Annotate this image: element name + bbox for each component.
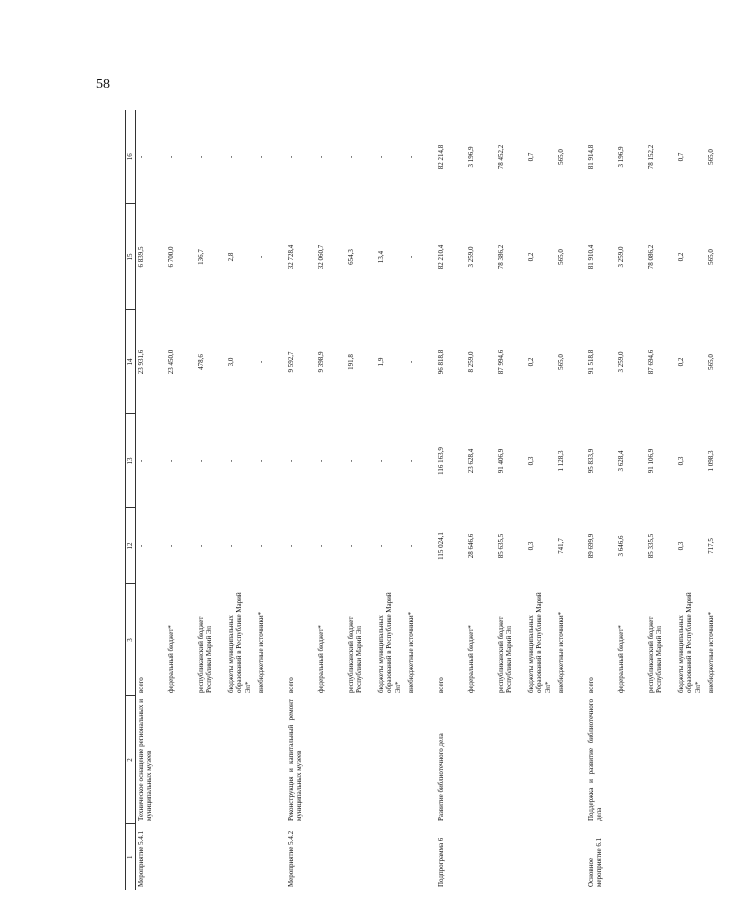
value-v16: -	[137, 155, 145, 159]
table-row	[586, 110, 616, 890]
header-row	[126, 110, 136, 890]
value-v13: 91 406,9	[497, 448, 505, 474]
value-v13: -	[197, 459, 205, 463]
value-v12: -	[137, 544, 145, 548]
value-v12: -	[317, 544, 325, 548]
value-v15: 6 700,0	[167, 246, 175, 268]
value-v16: 78 452,2	[497, 144, 505, 170]
value-v12: -	[197, 544, 205, 548]
funding-source: бюджеты муниципальных образований в Республике Марий Эл*	[377, 592, 402, 693]
value-v13: -	[407, 459, 415, 463]
program-code: Основное мероприятие 6.1	[587, 837, 604, 887]
value-v13: 0,3	[527, 456, 535, 466]
value-v15: 3 259,0	[617, 246, 625, 268]
table-body	[136, 110, 736, 890]
value-v13: -	[317, 459, 325, 463]
funding-source: федеральный бюджет*	[467, 625, 475, 693]
value-v14: 87 994,6	[497, 349, 505, 375]
value-v12: 85 335,5	[647, 533, 655, 559]
value-v14: 91 518,8	[587, 349, 595, 375]
value-v12: 115 024,1	[437, 532, 445, 560]
value-v12: 0,3	[677, 541, 685, 551]
value-v16: -	[167, 155, 175, 159]
value-v12: -	[227, 544, 235, 548]
col-header-14: 14	[126, 310, 136, 414]
funding-source: внебюджетные источники*	[707, 611, 715, 693]
value-v13: 23 628,4	[467, 448, 475, 474]
funding-source: внебюджетные источники*	[257, 611, 265, 693]
value-v16: 82 214,8	[437, 144, 445, 170]
value-v14: 9 592,7	[287, 351, 295, 373]
table-row	[436, 110, 466, 890]
value-v13: 3 628,4	[617, 450, 625, 472]
funding-source: всего	[287, 677, 295, 693]
value-v15: 3 259,0	[467, 246, 475, 268]
program-code: Мероприятие 5.4.2	[287, 830, 295, 887]
funding-source: республиканский бюджет Республики Марий Эл	[647, 616, 664, 693]
value-v15: 78 086,2	[647, 244, 655, 270]
table-row	[286, 110, 316, 890]
value-v16: 81 914,8	[587, 144, 595, 170]
value-v13: 91 106,9	[647, 448, 655, 474]
page-number: 58	[96, 77, 110, 92]
col-header-15: 15	[126, 204, 136, 310]
value-v16: 3 196,9	[617, 146, 625, 168]
value-v13: 0,3	[677, 456, 685, 466]
program-title: Развитие библиотечного дела	[437, 733, 445, 821]
col-header-3: 3	[126, 584, 136, 696]
funding-source: федеральный бюджет*	[617, 625, 625, 693]
value-v13: -	[137, 459, 145, 463]
col-header-16: 16	[126, 110, 136, 204]
value-v16: 565,0	[707, 149, 715, 165]
value-v14: 87 694,6	[647, 349, 655, 375]
value-v13: 95 833,9	[587, 448, 595, 474]
col-header-13: 13	[126, 414, 136, 508]
value-v12: -	[287, 544, 295, 548]
value-v16: -	[317, 155, 325, 159]
value-v15: 32 060,7	[317, 244, 325, 270]
funding-source: республиканский бюджет Республики Марий Эл	[197, 616, 214, 693]
value-v16: -	[197, 155, 205, 159]
value-v13: -	[287, 459, 295, 463]
value-v13: -	[377, 459, 385, 463]
funding-source: бюджеты муниципальных образований в Республике Марий Эл*	[227, 592, 252, 693]
value-v14: 9 398,9	[317, 351, 325, 373]
value-v13: 1 098,3	[707, 450, 715, 472]
funding-source: всего	[437, 677, 445, 693]
value-v15: 0,2	[677, 252, 685, 262]
value-v12: 28 646,6	[467, 533, 475, 559]
col-header-1: 1	[126, 824, 136, 890]
funding-source: республиканский бюджет Республики Марий Эл	[347, 616, 364, 693]
value-v15: 654,3	[347, 249, 355, 265]
value-v14: 565,0	[557, 354, 565, 370]
value-v16: -	[407, 155, 415, 159]
funding-source: всего	[137, 677, 145, 693]
value-v15: 2,8	[227, 252, 235, 262]
value-v14: 23 931,6	[137, 349, 145, 375]
value-v12: 717,5	[707, 538, 715, 554]
value-v15: 13,4	[377, 250, 385, 264]
value-v13: -	[257, 459, 265, 463]
funding-source: бюджеты муниципальных образований в Республике Марий Эл*	[677, 592, 702, 693]
value-v16: -	[257, 155, 265, 159]
funding-source: республиканский бюджет Республики Марий Эл	[497, 616, 514, 693]
value-v16: 0,7	[677, 152, 685, 162]
value-v14: 8 259,0	[467, 351, 475, 373]
value-v14: 1,9	[377, 357, 385, 367]
program-title: Поддержка и развитие библиотечного дела	[587, 699, 604, 821]
funding-source: федеральный бюджет*	[317, 625, 325, 693]
rotated-table-wrapper	[125, 110, 715, 890]
value-v12: -	[407, 544, 415, 548]
value-v15: 6 839,5	[137, 246, 145, 268]
value-v15: 78 386,2	[497, 244, 505, 270]
value-v15: -	[257, 255, 265, 259]
value-v13: 116 163,9	[437, 447, 445, 475]
value-v12: 85 635,5	[497, 533, 505, 559]
funding-source: внебюджетные источники*	[407, 611, 415, 693]
value-v14: 191,8	[347, 354, 355, 370]
value-v16: 78 152,2	[647, 144, 655, 170]
value-v16: -	[287, 155, 295, 159]
value-v16: 565,0	[557, 149, 565, 165]
col-header-12: 12	[126, 508, 136, 584]
table-row	[136, 110, 167, 890]
value-v12: -	[377, 544, 385, 548]
value-v13: -	[347, 459, 355, 463]
col-header-2: 2	[126, 696, 136, 824]
value-v14: -	[407, 360, 415, 364]
value-v14: 0,2	[527, 357, 535, 367]
value-v16: 3 196,9	[467, 146, 475, 168]
value-v12: 89 699,9	[587, 533, 595, 559]
value-v14: 478,6	[197, 354, 205, 370]
value-v12: -	[347, 544, 355, 548]
value-v14: 3,0	[227, 357, 235, 367]
value-v13: -	[167, 459, 175, 463]
budget-table	[125, 110, 736, 890]
program-code: Подпрограмма 6	[437, 837, 445, 887]
value-v15: 81 910,4	[587, 244, 595, 270]
funding-source: федеральный бюджет*	[167, 625, 175, 693]
program-code: Мероприятие 5.4.1	[137, 830, 145, 887]
funding-source: всего	[587, 677, 595, 693]
value-v16: 0,7	[527, 152, 535, 162]
value-v14: 3 259,0	[617, 351, 625, 373]
value-v16: -	[377, 155, 385, 159]
value-v15: 136,7	[197, 249, 205, 265]
value-v14: -	[257, 360, 265, 364]
value-v15: -	[407, 255, 415, 259]
value-v14: 23 450,0	[167, 349, 175, 375]
value-v16: -	[227, 155, 235, 159]
value-v16: -	[347, 155, 355, 159]
value-v15: 0,2	[527, 252, 535, 262]
funding-source: бюджеты муниципальных образований в Республике Марий Эл*	[527, 592, 552, 693]
value-v14: 96 818,8	[437, 349, 445, 375]
value-v13: -	[227, 459, 235, 463]
value-v15: 32 728,4	[287, 244, 295, 270]
value-v12: 0,3	[527, 541, 535, 551]
program-title: Реконструкция и капитальный ремонт муниципальных музеев	[287, 699, 304, 821]
value-v12: 3 646,6	[617, 535, 625, 557]
program-title: Техническое оснащение региональных и муниципальных музеев	[137, 699, 154, 821]
value-v13: 1 128,3	[557, 450, 565, 472]
funding-source: внебюджетные источники*	[557, 611, 565, 693]
value-v14: 565,0	[707, 354, 715, 370]
value-v12: 741,7	[557, 538, 565, 554]
value-v15: 565,0	[707, 249, 715, 265]
value-v14: 0,2	[677, 357, 685, 367]
value-v12: -	[167, 544, 175, 548]
value-v15: 82 210,4	[437, 244, 445, 270]
value-v15: 565,0	[557, 249, 565, 265]
value-v12: -	[257, 544, 265, 548]
